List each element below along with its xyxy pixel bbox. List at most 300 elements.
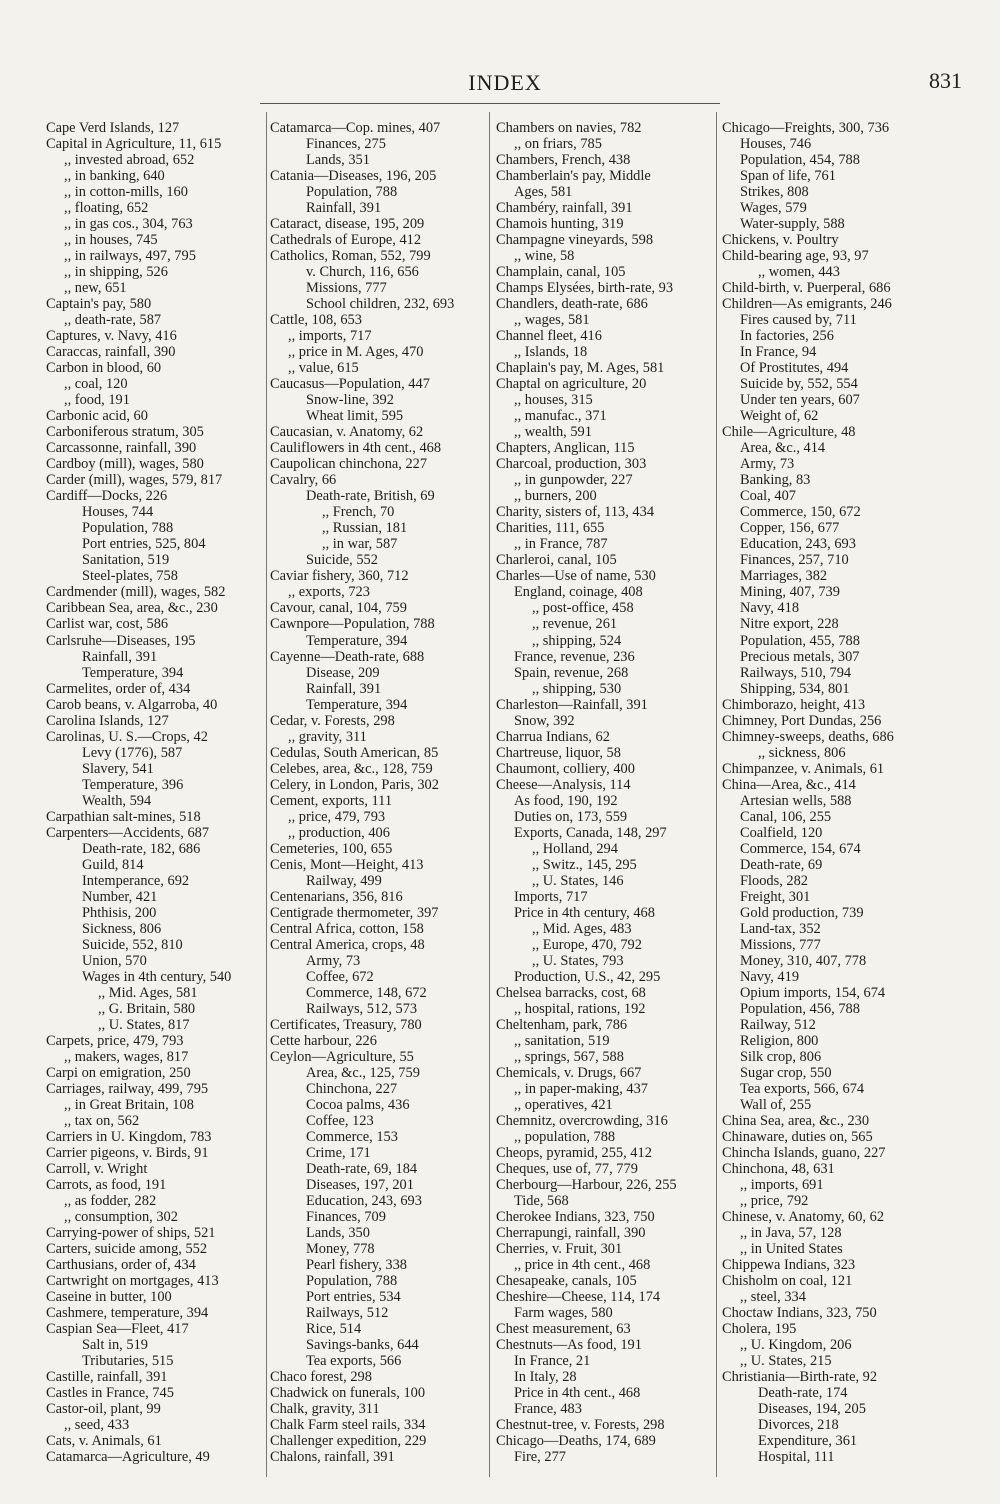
index-entry: ,, makers, wages, 817 [64,1048,189,1065]
index-entry: ,, wine, 58 [514,248,575,265]
index-entry: Chisholm on coal, 121 [722,1273,853,1290]
index-entry: ,, imports, 691 [740,1177,824,1194]
index-entry: ,, in United States [740,1241,843,1258]
index-entry: Captain's pay, 580 [46,296,152,313]
index-entry: Charcoal, production, 303 [496,456,647,473]
index-entry: Temperature, 394 [306,632,408,649]
index-entry: Chalk, gravity, 311 [270,1401,380,1418]
index-entry: Sanitation, 519 [82,552,170,569]
index-entry: Catamarca—Cop. mines, 407 [270,120,441,136]
index-entry: ,, U. States, 817 [98,1016,190,1033]
index-entry: ,, in cotton-mills, 160 [64,184,188,201]
index-entry: ,, operatives, 421 [514,1096,613,1113]
index-entry: Carpenters—Accidents, 687 [46,824,210,841]
index-entry: Suicide, 552, 810 [82,936,183,953]
index-entry: Rainfall, 391 [82,648,158,665]
index-entry: Carriages, railway, 499, 795 [46,1080,209,1097]
index-entry: ,, post-office, 458 [532,600,634,617]
index-entry: ,, sickness, 806 [758,744,846,761]
index-entry: Tide, 568 [514,1193,569,1210]
index-entry: Carrier pigeons, v. Birds, 91 [46,1145,209,1161]
index-entry: Nitre export, 228 [740,616,839,633]
index-entry: Caribbean Sea, area, &c., 230 [46,600,218,617]
index-entry: ,, price in 4th cent., 468 [514,1257,651,1274]
index-entry: Population, 788 [82,520,174,537]
index-entry: Cherbourg—Harbour, 226, 255 [496,1177,677,1194]
index-entry: ,, wealth, 591 [514,424,592,441]
index-entry: Population, 455, 788 [740,632,860,649]
index-entry: Carolina Islands, 127 [46,712,169,729]
index-entry: Education, 243, 693 [740,536,856,553]
index-entry: Carpathian salt-mines, 518 [46,808,201,825]
index-entry: Death-rate, 174 [758,1385,848,1402]
index-entry: Copper, 156, 677 [740,520,840,537]
index-entry: Catania—Diseases, 196, 205 [270,168,437,185]
index-entry: Coal, 407 [740,488,796,505]
index-column-1 [46,120,266,1465]
index-entry: Cenis, Mont—Height, 413 [270,856,424,873]
index-entry: Money, 778 [306,1241,375,1258]
index-entry: Chincha Islands, guano, 227 [722,1145,886,1161]
index-entry: Opium imports, 154, 674 [740,984,886,1001]
index-entry: Marriages, 382 [740,568,828,585]
index-entry: Population, 788 [306,1273,398,1290]
index-entry: Temperature, 394 [306,696,408,713]
index-entry: Chaco forest, 298 [270,1369,372,1386]
index-entry: Chestnuts—As food, 191 [496,1337,642,1354]
index-entry: Number, 421 [82,888,158,905]
index-entry: Chemicals, v. Drugs, 667 [496,1064,642,1081]
index-entry: Under ten years, 607 [740,392,860,409]
index-entry: Navy, 418 [740,600,800,617]
index-entry: Slavery, 541 [82,760,154,777]
index-entry: Cashmere, temperature, 394 [46,1305,209,1322]
index-entry: Charleston—Rainfall, 391 [496,696,648,713]
index-entry: Caucasian, v. Anatomy, 62 [270,424,424,441]
index-entry: Cattle, 108, 653 [270,312,362,329]
index-entry: Choctaw Indians, 323, 750 [722,1305,877,1322]
index-entry: Railway, 512 [740,1016,816,1033]
index-entry: ,, sanitation, 519 [514,1032,610,1049]
index-entry: Finances, 275 [306,136,386,153]
index-entry: Carbonic acid, 60 [46,408,148,425]
index-entry: ,, women, 443 [758,264,840,281]
index-column-3 [496,120,718,1465]
index-entry: Christiania—Birth-rate, 92 [722,1369,878,1386]
index-entry: ,, in Great Britain, 108 [64,1096,194,1113]
index-entry: Charities, 111, 655 [496,520,605,537]
index-entry: Silk crop, 806 [740,1048,822,1065]
index-entry: ,, coal, 120 [64,376,128,393]
index-entry: Caseine in butter, 100 [46,1289,172,1306]
index-entry: School children, 232, 693 [306,296,455,313]
index-entry: ,, exports, 723 [288,584,370,601]
index-entry: ,, G. Britain, 580 [98,1000,196,1017]
index-entry: Central Africa, cotton, 158 [270,920,424,937]
index-entry: Chamberlain's pay, Middle [496,168,651,185]
index-entry: Capital in Agriculture, 11, 615 [46,136,222,153]
index-entry: Shipping, 534, 801 [740,680,850,697]
index-entry: ,, in Java, 57, 128 [740,1225,842,1242]
index-entry: Castille, rainfall, 391 [46,1369,168,1386]
index-entry: Span of life, 761 [740,168,836,185]
index-entry: Charity, sisters of, 113, 434 [496,504,655,521]
index-entry: Hospital, 111 [758,1449,835,1466]
index-entry: Savings-banks, 644 [306,1337,419,1354]
index-entry: ,, Mid. Ages, 581 [98,984,198,1001]
index-entry: China—Area, &c., 414 [722,776,856,793]
index-entry: Disease, 209 [306,664,380,681]
header-rule [260,103,720,104]
index-entry: Cherries, v. Fruit, 301 [496,1241,623,1258]
index-entry: ,, burners, 200 [514,488,597,505]
index-entry: Lands, 350 [306,1225,370,1242]
index-entry: Cemeteries, 100, 655 [270,840,393,857]
index-entry: Cocoa palms, 436 [306,1096,410,1113]
index-entry: Cherokee Indians, 323, 750 [496,1209,655,1226]
index-entry: ,, price, 792 [740,1193,809,1210]
index-entry: Cawnpore—Population, 788 [270,616,435,633]
index-entry: Duties on, 173, 559 [514,808,628,825]
index-entry: Strikes, 808 [740,184,809,201]
index-entry: ,, in houses, 745 [64,232,158,249]
index-entry: ,, population, 788 [514,1128,616,1145]
index-entry: Chile—Agriculture, 48 [722,424,856,441]
index-entry: Carrots, as food, 191 [46,1177,167,1194]
index-entry: Cedar, v. Forests, 298 [270,712,395,729]
index-entry: Chippewa Indians, 323 [722,1257,856,1274]
index-entry: Price in 4th cent., 468 [514,1385,641,1402]
index-entry: Commerce, 150, 672 [740,504,861,521]
index-entry: ,, Europe, 470, 792 [532,936,642,953]
index-entry: Cardiff—Docks, 226 [46,488,168,505]
index-entry: Champlain, canal, 105 [496,264,626,281]
index-entry: Wall of, 255 [740,1096,812,1113]
index-entry: ,, price in M. Ages, 470 [288,344,424,361]
index-entry: ,, springs, 567, 588 [514,1048,624,1065]
index-entry: Carolinas, U. S.—Crops, 42 [46,728,208,745]
index-entry: ,, hospital, rations, 192 [514,1000,646,1017]
index-entry: Cardboy (mill), wages, 580 [46,456,204,473]
index-entry: ,, in France, 787 [514,536,608,553]
index-entry: Cedulas, South American, 85 [270,744,439,761]
index-entry: Divorces, 218 [758,1417,839,1434]
index-entry: Diseases, 197, 201 [306,1177,414,1194]
index-entry: Suicide by, 552, 554 [740,376,858,393]
index-entry: Cement, exports, 111 [270,792,393,809]
index-entry: In factories, 256 [740,328,834,345]
index-entry: Religion, 800 [740,1032,819,1049]
index-entry: Chickens, v. Poultry [722,232,839,249]
index-entry: Chambéry, rainfall, 391 [496,200,633,217]
index-entry: ,, Holland, 294 [532,840,618,857]
index-entry: Exports, Canada, 148, 297 [514,824,667,841]
index-entry: Charleroi, canal, 105 [496,552,617,569]
index-entry: Chimney-sweeps, deaths, 686 [722,728,894,745]
index-entry: Caraccas, rainfall, 390 [46,344,176,361]
index-entry: Coffee, 123 [306,1112,374,1129]
index-entry: Carthusians, order of, 434 [46,1257,196,1274]
index-entry: Chambers, French, 438 [496,152,631,169]
index-entry: Carboniferous stratum, 305 [46,424,204,441]
index-entry: Cartwright on mortgages, 413 [46,1273,219,1290]
index-entry: Chalk Farm steel rails, 334 [270,1417,426,1434]
index-entry: Central America, crops, 48 [270,936,425,953]
index-entry: Price in 4th century, 468 [514,904,655,921]
index-entry: Centenarians, 356, 816 [270,888,403,905]
index-entry: ,, price, 479, 793 [288,808,386,825]
index-entry: ,, consumption, 302 [64,1209,178,1226]
index-entry: In France, 94 [740,344,817,361]
index-entry: Cette harbour, 226 [270,1032,377,1049]
index-entry: Missions, 777 [306,280,387,297]
index-entry: Levy (1776), 587 [82,744,183,761]
index-entry: Phthisis, 200 [82,904,157,921]
index-entry: ,, Islands, 18 [514,344,588,361]
index-entry: Chaumont, colliery, 400 [496,760,635,777]
index-entry: Death-rate, 69, 184 [306,1161,418,1178]
index-entry: Houses, 746 [740,136,812,153]
page-header [48,68,962,102]
index-entry: Chaptal on agriculture, 20 [496,376,647,393]
column-divider [266,112,267,1477]
index-entry: Chambers on navies, 782 [496,120,642,136]
index-entry: Chimney, Port Dundas, 256 [722,712,882,729]
index-entry: Champagne vineyards, 598 [496,232,654,249]
index-entry: Commerce, 154, 674 [740,840,861,857]
index-entry: ,, invested abroad, 652 [64,152,195,169]
index-entry: Carder (mill), wages, 579, 817 [46,472,223,489]
index-entry: Chapters, Anglican, 115 [496,440,635,457]
index-entry: Expenditure, 361 [758,1433,858,1450]
index-entry: ,, in paper-making, 437 [514,1080,648,1097]
index-entry: ,, in railways, 497, 795 [64,248,196,265]
index-entry: Union, 570 [82,952,147,969]
index-entry: France, 483 [514,1401,582,1418]
index-entry: ,, seed, 433 [64,1417,130,1434]
column-divider [489,112,490,1477]
index-entry: Salt in, 519 [82,1337,148,1354]
index-entry: Port entries, 534 [306,1289,401,1306]
index-entry: Spain, revenue, 268 [514,664,629,681]
index-entry: England, coinage, 408 [514,584,643,601]
index-entry: ,, manufac., 371 [514,408,607,425]
index-entry: ,, steel, 334 [740,1289,806,1306]
index-entry: Snow-line, 392 [306,392,394,409]
index-entry: Lands, 351 [306,152,370,169]
index-entry: ,, on friars, 785 [514,136,602,153]
index-entry: Cats, v. Animals, 61 [46,1433,162,1450]
index-entry: Precious metals, 307 [740,648,860,665]
index-entry: Guild, 814 [82,856,144,873]
index-entry: ,, gravity, 311 [288,728,367,745]
index-entry: Carbon in blood, 60 [46,360,162,377]
index-entry: Wealth, 594 [82,792,152,809]
index-entry: Channel fleet, 416 [496,328,602,345]
index-entry: ,, production, 406 [288,824,390,841]
index-entry: Death-rate, 182, 686 [82,840,201,857]
index-entry: Temperature, 396 [82,776,184,793]
index-entry: Tributaries, 515 [82,1353,174,1370]
index-entry: Canal, 106, 255 [740,808,832,825]
index-entry: Death-rate, British, 69 [306,488,435,505]
index-entry: Chinchona, 48, 631 [722,1161,835,1178]
index-entry: Child-birth, v. Puerperal, 686 [722,280,891,297]
index-entry: Cherrapungi, rainfall, 390 [496,1225,646,1242]
index-entry: Commerce, 148, 672 [306,984,427,1001]
index-entry: ,, tax on, 562 [64,1112,140,1129]
index-entry: Cardmender (mill), wages, 582 [46,584,226,601]
index-entry: Centigrade thermometer, 397 [270,904,439,921]
index-entry: Finances, 709 [306,1209,386,1226]
index-entry: Wages, 579 [740,200,807,217]
index-entry: Cauliflowers in 4th cent., 468 [270,440,442,457]
index-entry: Charles—Use of name, 530 [496,568,656,585]
index-entry: Houses, 744 [82,504,154,521]
index-entry: ,, new, 651 [64,280,127,297]
index-entry: Railways, 512 [306,1305,389,1322]
index-entry: Cape Verd Islands, 127 [46,120,180,136]
index-entry: Rice, 514 [306,1321,362,1338]
index-entry: Rainfall, 391 [306,680,382,697]
index-entry: Land-tax, 352 [740,920,821,937]
index-entry: Chadwick on funerals, 100 [270,1385,426,1402]
index-entry: Area, &c., 125, 759 [306,1064,420,1081]
index-entry: Chinese, v. Anatomy, 60, 62 [722,1209,885,1226]
index-entry: Carroll, v. Wright [46,1161,148,1178]
index-entry: Mining, 407, 739 [740,584,840,601]
index-entry: Tea exports, 566 [306,1353,402,1370]
index-entry: Ages, 581 [514,184,573,201]
index-entry: ,, in gunpowder, 227 [514,472,633,489]
index-entry: Cataract, disease, 195, 209 [270,216,425,233]
index-entry: Area, &c., 414 [740,440,826,457]
index-entry: Cheshire—Cheese, 114, 174 [496,1289,661,1306]
index-entry: Imports, 717 [514,888,588,905]
index-entry: Chelsea barracks, cost, 68 [496,984,646,1001]
index-entry: Celebes, area, &c., 128, 759 [270,760,433,777]
index-entry: In France, 21 [514,1353,591,1370]
index-entry: Caucasus—Population, 447 [270,376,430,393]
index-column-2 [270,120,488,1465]
index-entry: Farm wages, 580 [514,1305,613,1322]
index-entry: Challenger expedition, 229 [270,1433,427,1450]
index-entry: Coalfield, 120 [740,824,823,841]
index-entry: Commerce, 153 [306,1128,398,1145]
page-title: INDEX [468,70,542,95]
index-entry: Carlist war, cost, 586 [46,616,169,633]
index-entry: Gold production, 739 [740,904,864,921]
index-entry: Steel-plates, 758 [82,568,178,585]
index-entry: Champs Elysées, birth-rate, 93 [496,280,674,297]
index-entry: Certificates, Treasury, 780 [270,1016,422,1033]
index-entry: Catholics, Roman, 552, 799 [270,248,431,265]
index-entry: ,, U. Kingdom, 206 [740,1337,852,1354]
index-entry: Population, 788 [306,184,398,201]
index-entry: Castor-oil, plant, 99 [46,1401,161,1418]
index-columns [46,112,966,1482]
index-entry: In Italy, 28 [514,1369,577,1386]
index-entry: Railway, 499 [306,872,382,889]
index-entry: ,, revenue, 261 [532,616,618,633]
index-entry: Wages in 4th century, 540 [82,968,232,985]
index-entry: Chandlers, death-rate, 686 [496,296,648,313]
index-entry: Army, 73 [740,456,795,473]
index-entry: Cholera, 195 [722,1321,797,1338]
index-entry: ,, Switz., 145, 295 [532,856,637,873]
index-entry: Carpets, price, 479, 793 [46,1032,184,1049]
index-entry: As food, 190, 192 [514,792,618,809]
index-entry: Carters, suicide among, 552 [46,1241,208,1258]
index-entry: Missions, 777 [740,936,821,953]
index-entry: Finances, 257, 710 [740,552,849,569]
index-entry: Chartreuse, liquor, 58 [496,744,621,761]
index-entry: France, revenue, 236 [514,648,635,665]
index-entry: Chamois hunting, 319 [496,216,624,233]
index-entry: Carob beans, v. Algarroba, 40 [46,696,218,713]
index-entry: Intemperance, 692 [82,872,190,889]
index-entry: Carpi on emigration, 250 [46,1064,191,1081]
index-entry: Railways, 512, 573 [306,1000,418,1017]
index-entry: Wheat limit, 595 [306,408,404,425]
index-entry: Carlsruhe—Diseases, 195 [46,632,196,649]
index-entry: ,, death-rate, 587 [64,312,162,329]
index-entry: Artesian wells, 588 [740,792,852,809]
index-entry: Children—As emigrants, 246 [722,296,892,313]
index-entry: Tea exports, 566, 674 [740,1080,865,1097]
index-entry: Cathedrals of Europe, 412 [270,232,422,249]
index-entry: Chicago—Freights, 300, 736 [722,120,890,136]
index-entry: v. Church, 116, 656 [306,264,419,281]
index-entry: ,, houses, 315 [514,392,593,409]
index-entry: Sickness, 806 [82,920,162,937]
index-entry: ,, U. States, 215 [740,1353,832,1370]
index-entry: Of Prostitutes, 494 [740,360,849,377]
index-entry: Caupolican chinchona, 227 [270,456,428,473]
index-entry: Pearl fishery, 338 [306,1257,407,1274]
index-entry: Chalons, rainfall, 391 [270,1449,395,1466]
index-entry: Chest measurement, 63 [496,1321,631,1338]
index-entry: Sugar crop, 550 [740,1064,832,1081]
index-entry: Ceylon—Agriculture, 55 [270,1048,414,1065]
index-entry: ,, imports, 717 [288,328,372,345]
index-entry: ,, U. States, 793 [532,952,624,969]
index-entry: ,, French, 70 [322,504,395,521]
index-entry: Banking, 83 [740,472,811,489]
index-entry: Catamarca—Agriculture, 49 [46,1449,210,1466]
index-entry: ,, food, 191 [64,392,130,409]
index-entry: ,, U. States, 146 [532,872,624,889]
index-entry: China Sea, area, &c., 230 [722,1112,870,1129]
index-entry: Navy, 419 [740,968,800,985]
index-entry: Rainfall, 391 [306,200,382,217]
index-entry: Death-rate, 69 [740,856,823,873]
index-entry: ,, in shipping, 526 [64,264,168,281]
index-entry: ,, value, 615 [288,360,359,377]
index-entry: Chicago—Deaths, 174, 689 [496,1433,656,1450]
index-entry: ,, wages, 581 [514,312,590,329]
index-entry: Fire, 277 [514,1449,566,1466]
index-entry: ,, shipping, 524 [532,632,622,649]
index-entry: Carcassonne, rainfall, 390 [46,440,197,457]
index-entry: Child-bearing age, 93, 97 [722,248,869,265]
index-entry: Chimborazo, height, 413 [722,696,866,713]
index-entry: Population, 454, 788 [740,152,860,169]
index-entry: Population, 456, 788 [740,1000,860,1017]
index-entry: Chaplain's pay, M. Ages, 581 [496,360,665,377]
index-entry: Carriers in U. Kingdom, 783 [46,1128,212,1145]
index-entry: Carmelites, order of, 434 [46,680,191,697]
